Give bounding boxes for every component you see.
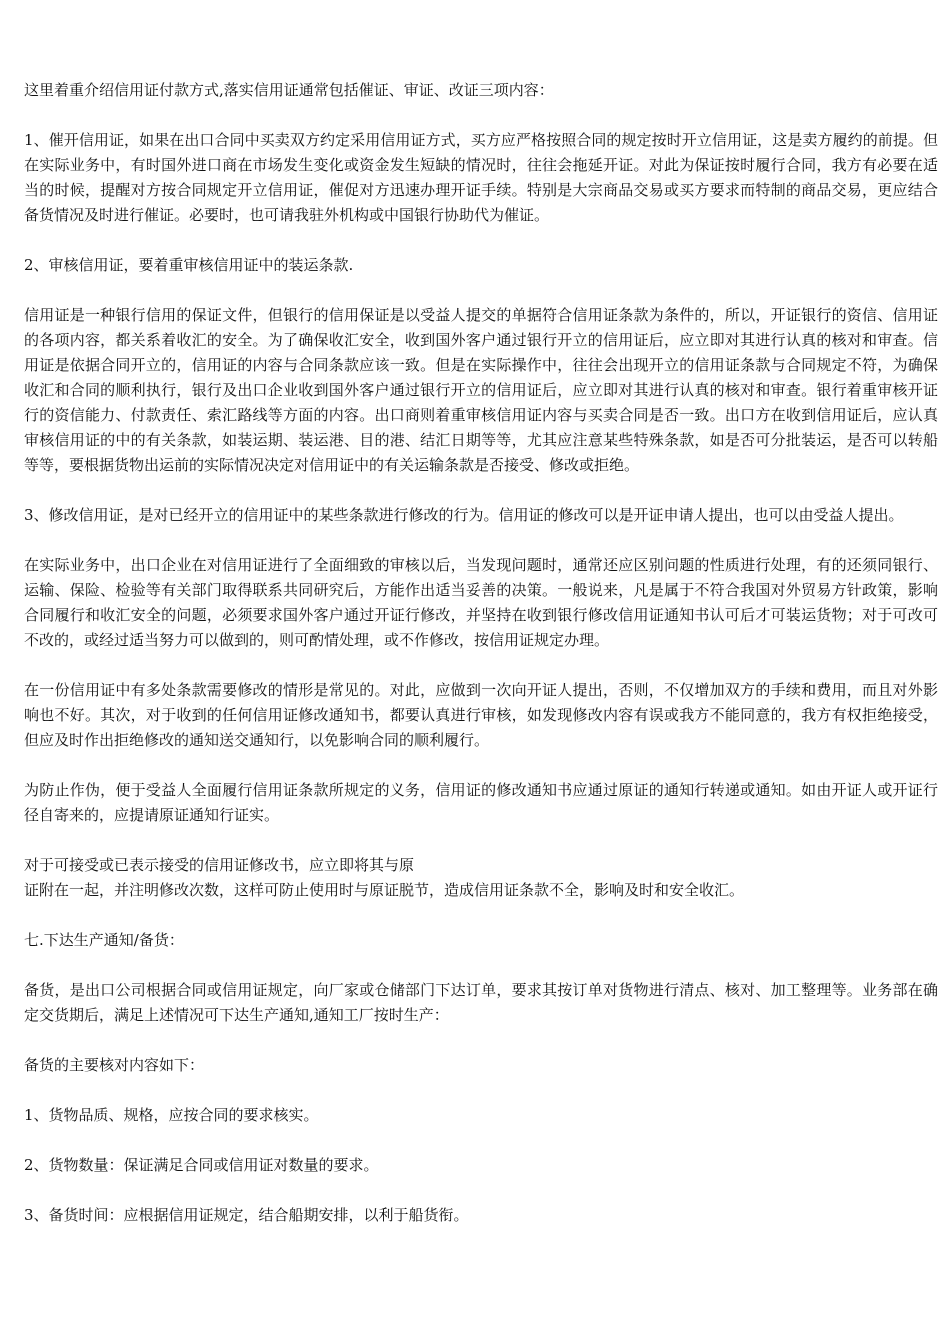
practice-paragraph: 在实际业务中，出口企业在对信用证进行了全面细致的审核以后，当发现问题时，通常还应区别问题的性质进行处理，有的还须同银行、运输、保险、检验等有关部门取得联系共同研究后，方能作出适当妥善的决策。一般说来，凡是属于不符合我国对外贸易方针政策，影响合同履行和收汇安全的问题，必须要求国外客户通过开证行修改，并坚持在收到银行修改信用证通知书认可后才可装运货物；对于可改可不改的，或经过适当努力可以做到的，则可酌情处理，或不作修改，按信用证规定办理。 [24,556,938,649]
multiple-amendments-paragraph: 在一份信用证中有多处条款需要修改的情形是常见的。对此，应做到一次向开证人提出，否则，不仅增加双方的手续和费用，而且对外影响也不好。其次，对于收到的任何信用证修改通知书，都要认真进行审核，如发现修改内容有误或我方不能同意的，我方有权拒绝接受，但应及时作出拒绝修改的通知送交通知行，以免影响合同的顺利履行。 [24,681,938,749]
accepted-amendments-line-1: 对于可接受或已表示接受的信用证修改书，应立即将其与原 [24,856,415,874]
document-body [24,78,938,1253]
accepted-amendments-line-2: 证附在一起，并注明修改次数，这样可防止使用时与原证脱节，造成信用证条款不全，影响及时和安全收汇。 [24,881,745,899]
checklist-item-quality: 1、货物品质、规格，应按合同的要求核实。 [24,1106,319,1124]
checklist-intro: 备货的主要核对内容如下： [24,1056,205,1074]
review-lc-paragraph: 信用证是一种银行信用的保证文件，但银行的信用保证是以受益人提交的单据符合信用证条款为条件的，所以，开证银行的资信、信用证的各项内容，都关系着收汇的安全。为了确保收汇安全，收到国外客户通过银行开立的信用证后，应立即对其进行认真的核对和审查。信用证是依据合同开立的，信用证的内容与合同条款应该一致。但是在实际操作中，往往会出现开立的信用证条款与合同规定不符，为确保收汇和合同的顺利执行，银行及出口企业收到国外客户通过银行开立的信用证后，应立即对其进行认真的核对和审查。银行着重审核开证行的资信能力、付款责任、索汇路线等方面的内容。出口商则着重审核信用证内容与买卖合同是否一致。出口方在收到信用证后，应认真审核信用证的中的有关条款，如装运期、装运港、目的港、结汇日期等等，尤其应注意某些特殊条款，如是否可分批装运，是否可以转船等等，要根据货物出运前的实际情况决定对信用证中的有关运输条款是否接受、修改或拒绝。 [24,306,938,474]
checklist-item-quantity: 2、货物数量：保证满足合同或信用证对数量的要求。 [24,1156,379,1174]
checklist-item-time: 3、备货时间：应根据信用证规定，结合船期安排，以利于船货衔。 [24,1206,469,1224]
stock-preparation-paragraph: 备货，是出口公司根据合同或信用证规定，向厂家或仓储部门下达订单，要求其按订单对货物进行清点、核对、加工整理等。业务部在确定交货期后，满足上述情况可下达生产通知,通知工厂按时生产： [24,981,938,1024]
section-seven-heading: 七.下达生产通知/备货： [24,931,184,949]
intro-paragraph: 这里着重介绍信用证付款方式,落实信用证通常包括催证、审证、改证三项内容： [24,81,554,99]
accepted-amendments-paragraph [24,853,938,903]
review-lc-heading: 2、审核信用证，要着重审核信用证中的装运条款. [24,256,354,274]
anti-forgery-paragraph: 为防止作伪，便于受益人全面履行信用证条款所规定的义务，信用证的修改通知书应通过原证的通知行转递或通知。如由开证人或开证行径自寄来的，应提请原证通知行证实。 [24,781,938,824]
amend-lc-paragraph: 3、修改信用证，是对已经开立的信用证中的某些条款进行修改的行为。信用证的修改可以是开证申请人提出，也可以由受益人提出。 [24,506,904,524]
urge-lc-paragraph: 1、催开信用证，如果在出口合同中买卖双方约定采用信用证方式，买方应严格按照合同的规定按时开立信用证，这是卖方履约的前提。但在实际业务中，有时国外进口商在市场发生变化或资金发生短缺的情况时，往往会拖延开证。对此为保证按时履行合同，我方有必要在适当的时候，提醒对方按合同规定开立信用证，催促对方迅速办理开证手续。特别是大宗商品交易或买方要求而特制的商品交易，更应结合备货情况及时进行催证。必要时，也可请我驻外机构或中国银行协助代为催证。 [24,131,938,224]
